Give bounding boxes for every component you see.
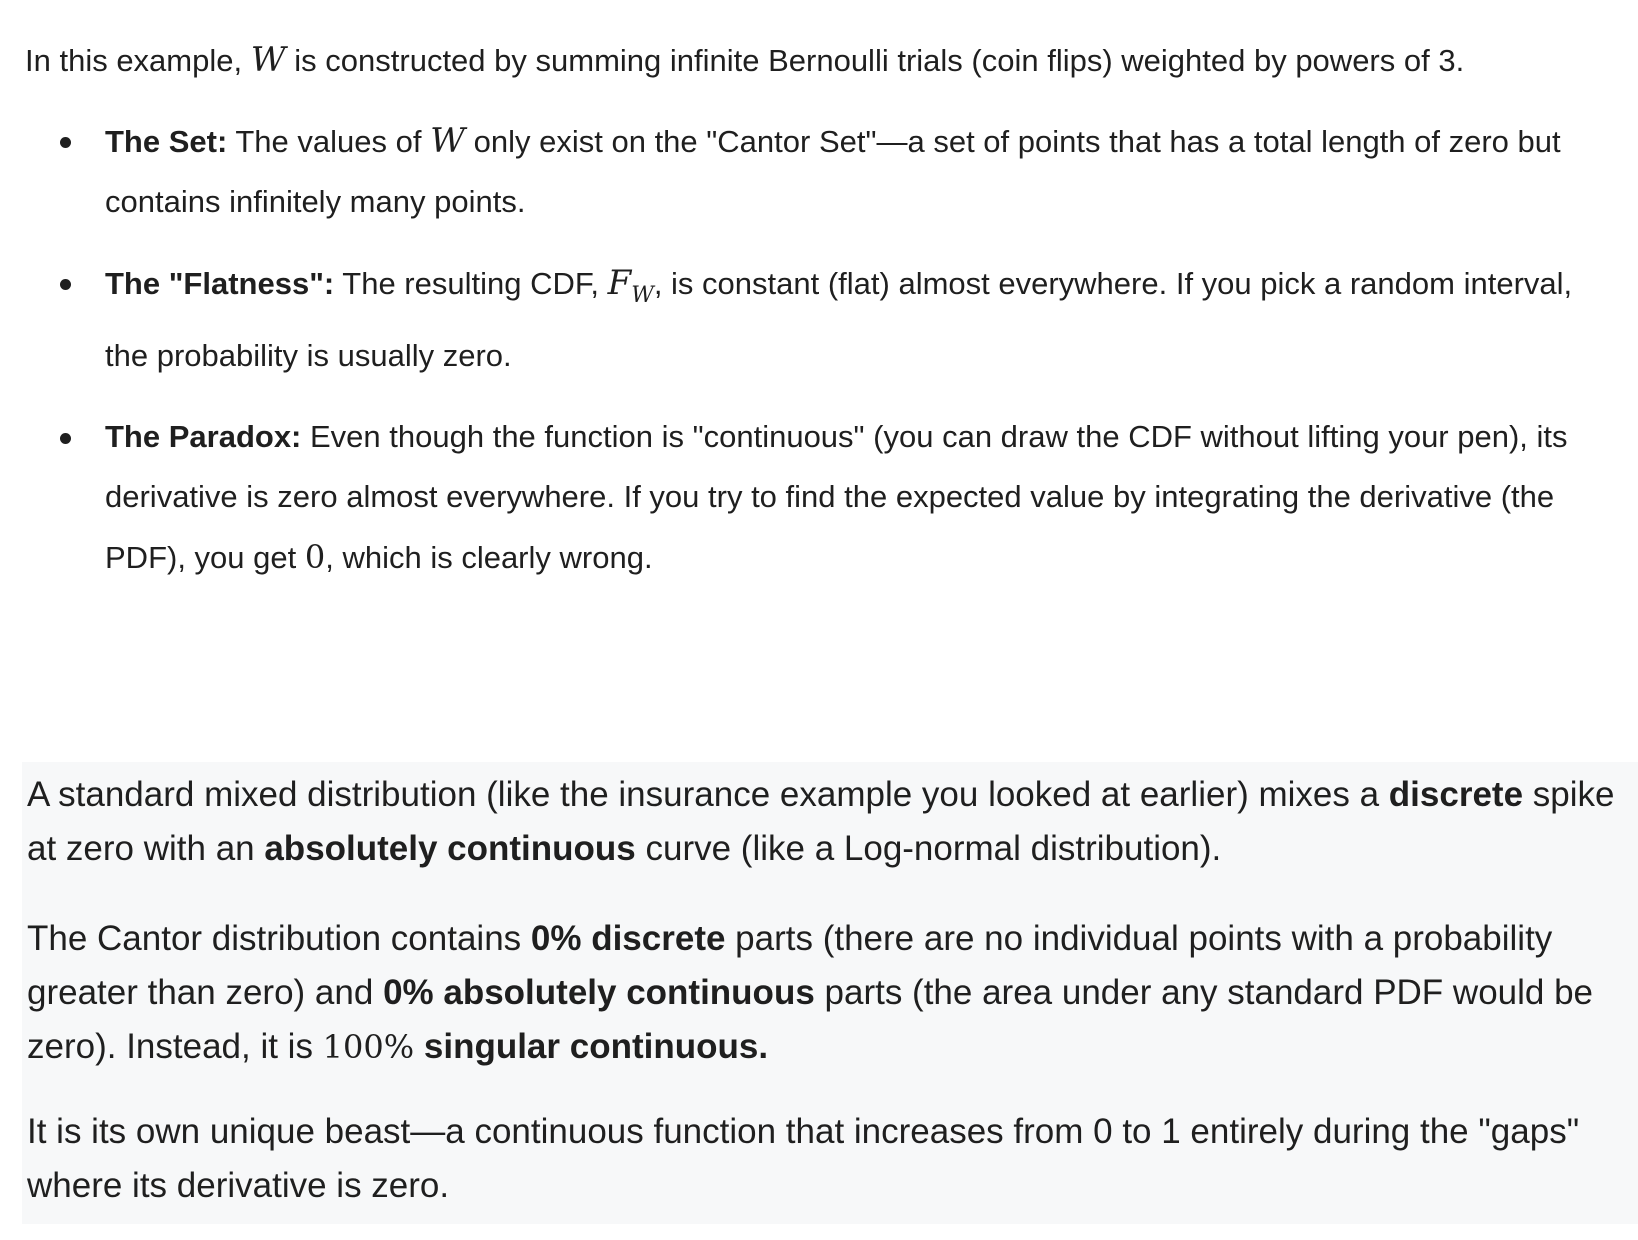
paragraph-cantor-distribution [27, 912, 1627, 1074]
explanation-section [25, 30, 1585, 609]
bold-term: absolutely continuous [264, 829, 636, 868]
highlight-section [22, 762, 1638, 1224]
bullet-label: The Set: [105, 124, 228, 159]
math-variable-w: W [250, 40, 286, 80]
math-variable-f: F [607, 263, 632, 303]
intro-text-1: In this example, [25, 43, 251, 78]
bold-term: singular continuous. [414, 1027, 769, 1066]
math-variable-fw [607, 263, 654, 308]
bullet-dot-icon [60, 279, 71, 290]
intro-text-2: is constructed by summing infinite Bernoulli trials (coin flips) weighted by powers of 3. [285, 43, 1465, 78]
bold-term: 0% absolutely continuous [383, 973, 815, 1012]
math-number-zero: 0 [304, 537, 326, 576]
bullet-dot-icon [60, 433, 71, 444]
paragraph-text: parts (the area under any standard PDF would be zero). Instead, it is [27, 973, 1594, 1066]
bullet-item-paradox [25, 407, 1585, 588]
paragraph-text: A standard mixed distribution (like the insurance example you looked at earlier) mixes a [27, 775, 1389, 814]
bullet-label: The Paradox: [105, 418, 302, 454]
bullet-text-2: , is constant (flat) almost everywhere. If you pick a random interval, the probability is usually zero. [105, 266, 1573, 373]
bullet-text-2: only exist on the "Cantor Set"—a set of points that has a total length of zero but contains infinitely many points. [105, 124, 1561, 219]
math-subscript-w: W [631, 282, 654, 308]
paragraph-text: spike at zero with an [27, 775, 1615, 868]
paragraph-text: curve (like a Log-normal distribution). [635, 829, 1222, 868]
paragraph-mixed-distribution [27, 768, 1627, 876]
bullet-item-flatness [25, 253, 1585, 386]
paragraph-unique-beast: It is its own unique beast—a continuous function that increases from 0 to 1 entirely during the "gaps" where its derivative is zero. [27, 1112, 1580, 1205]
math-variable-w: W [430, 121, 466, 161]
bullet-text-1: The values of [227, 124, 431, 159]
bullet-text-1: The resulting CDF, [334, 266, 608, 301]
bullet-text-2: , which is clearly wrong. [325, 539, 653, 575]
bullet-label: The "Flatness": [105, 266, 335, 301]
math-percent: 100% [322, 1028, 415, 1066]
paragraph-text: The Cantor distribution contains [27, 919, 531, 958]
paragraph-text: parts (there are no individual points with a probability greater than zero) and [27, 919, 1553, 1012]
bold-term: 0% discrete [530, 919, 726, 958]
bullet-dot-icon [60, 137, 71, 148]
intro-paragraph [25, 30, 1585, 91]
bullet-item-set [25, 111, 1585, 232]
bullet-list [25, 111, 1585, 588]
bullet-text-1: Even though the function is "continuous" (you can draw the CDF without lifting your pen), its derivative is zero almost everywhere. If you try to find the expected value by integrating the derivative (the PDF), you get [105, 418, 1568, 575]
bold-term: discrete [1388, 775, 1524, 814]
